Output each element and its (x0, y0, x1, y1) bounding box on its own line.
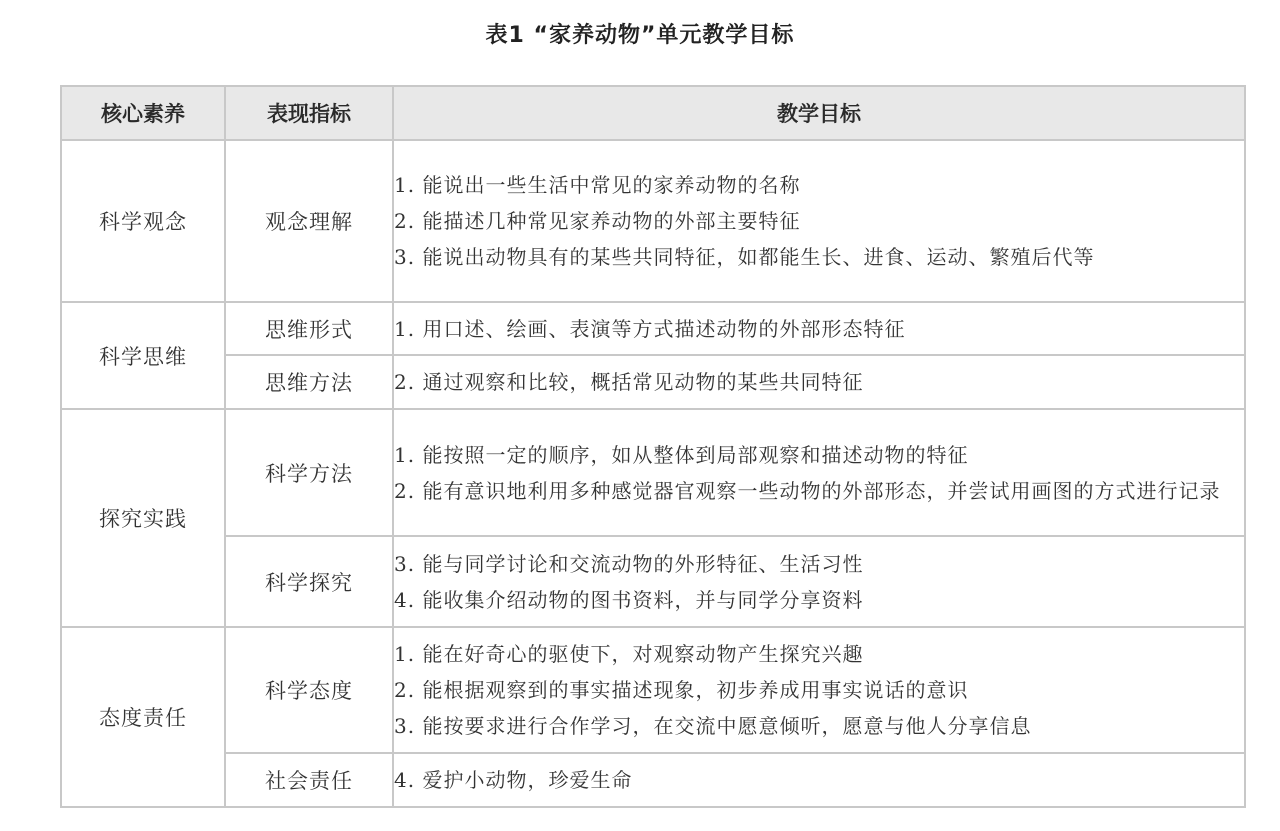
core-literacy-cell: 科学观念 (61, 140, 225, 302)
header-teaching-goal: 教学目标 (393, 86, 1245, 140)
indicator-cell: 科学方法 (225, 409, 393, 536)
table-row (61, 409, 1245, 536)
goal-cell (393, 140, 1245, 302)
table-row (61, 140, 1245, 302)
table-row (61, 627, 1245, 753)
indicator-cell: 观念理解 (225, 140, 393, 302)
goal-item: 2. 能描述几种常见家养动物的外部主要特征 (394, 209, 801, 233)
indicator-cell: 科学态度 (225, 627, 393, 753)
goal-cell (393, 536, 1245, 627)
core-literacy-cell: 科学思维 (61, 302, 225, 409)
table-row (61, 536, 1245, 627)
indicator-cell: 科学探究 (225, 536, 393, 627)
table-row (61, 355, 1245, 409)
goal-item: 1. 能在好奇心的驱使下，对观察动物产生探究兴趣 (394, 642, 864, 666)
header-core-literacy: 核心素养 (61, 86, 225, 140)
goal-cell (393, 409, 1245, 536)
goal-item: 1. 能按照一定的顺序，如从整体到局部观察和描述动物的特征 (394, 442, 969, 467)
goal-cell (393, 355, 1245, 409)
goal-item: 3. 能与同学讨论和交流动物的外形特征、生活习性 (394, 551, 864, 576)
table-row (61, 302, 1245, 355)
indicator-cell: 社会责任 (225, 753, 393, 807)
goal-item: 3. 能说出动物具有的某些共同特征，如都能生长、进食、运动、繁殖后代等 (394, 245, 1095, 269)
goal-item: 2. 能有意识地利用多种感觉器官观察一些动物的外部形态，并尝试用画图的方式进行记录 (394, 478, 1221, 503)
goal-item: 4. 能收集介绍动物的图书资料，并与同学分享资料 (394, 587, 864, 612)
table-row (61, 753, 1245, 807)
goal-item: 1. 用口述、绘画、表演等方式描述动物的外部形态特征 (394, 316, 906, 341)
indicator-cell: 思维方法 (225, 355, 393, 409)
goal-item: 3. 能按要求进行合作学习，在交流中愿意倾听，愿意与他人分享信息 (394, 714, 1032, 738)
goal-item: 2. 通过观察和比较，概括常见动物的某些共同特征 (394, 370, 864, 394)
goal-item: 4. 爱护小动物，珍爱生命 (394, 768, 633, 792)
goal-item: 1. 能说出一些生活中常见的家养动物的名称 (394, 173, 801, 197)
core-literacy-cell: 态度责任 (61, 627, 225, 807)
header-row (61, 86, 1245, 140)
goal-cell (393, 302, 1245, 355)
goal-cell (393, 753, 1245, 807)
indicator-cell: 思维形式 (225, 302, 393, 355)
teaching-goals-table (60, 85, 1246, 808)
core-literacy-cell: 探究实践 (61, 409, 225, 627)
table-title: 表1 “家养动物”单元教学目标 (485, 23, 795, 48)
goal-cell (393, 627, 1245, 753)
header-indicator: 表现指标 (225, 86, 393, 140)
goal-item: 2. 能根据观察到的事实描述现象，初步养成用事实说话的意识 (394, 678, 969, 702)
